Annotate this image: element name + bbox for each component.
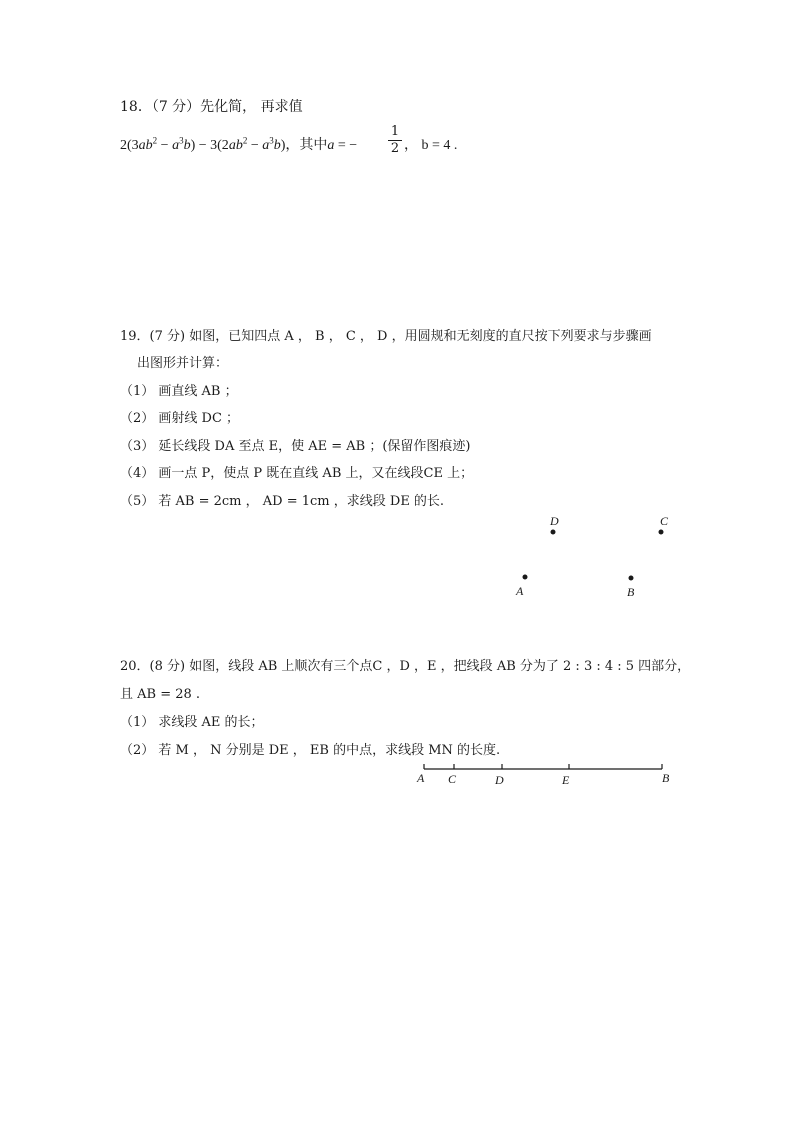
q18-frac-den: 2 (390, 141, 400, 156)
q20-segment-figure (410, 760, 680, 792)
q19-step-2: （2） 画射线 DC ； (120, 411, 240, 426)
label-b: B (662, 771, 670, 785)
label-a: A (417, 771, 425, 785)
q20-heading-2: 且 AB = 28 . (120, 687, 201, 702)
label-c: C (448, 772, 457, 786)
q18-frac-num: 1 (390, 124, 400, 139)
point-b-dot (629, 576, 634, 581)
point-c-label: C (660, 514, 669, 528)
q19-step-1: （1） 画直线 AB ； (120, 384, 238, 399)
q18-b-part: ， b = 4 . (404, 138, 458, 153)
q20-heading: 20．(8 分) 如图，线段 AB 上顺次有三个点C ，D ，E ，把线段 AB 分为了 2 : 3 : 4 : 5 四部分， (120, 659, 691, 674)
q19-heading-2: 出图形并计算： (137, 356, 229, 371)
point-a-label: A (516, 584, 524, 598)
point-c-dot (659, 530, 664, 535)
point-d-label: D (550, 514, 559, 528)
q18-a-label: a (327, 138, 335, 153)
q18-expr-note: ，其中 (285, 138, 328, 153)
q19-step-3: （3） 延长线段 DA 至点 E，使 AE = AB ；(保留作图痕迹) (120, 439, 471, 454)
q18-expr-pre: 2(3 (120, 138, 139, 153)
q18-expression: $2(3ab^2 - a^3b) - 3(2ab^2 - a^3b)$，其中a = − (120, 135, 358, 153)
q19-step-5: （5） 若 AB = 2cm ， AD = 1cm ，求线段 DE 的长. (120, 494, 445, 509)
label-d: D (495, 773, 504, 787)
label-e: E (562, 773, 570, 787)
point-b-label: B (627, 585, 635, 599)
q18-fraction (388, 124, 402, 156)
q20-step-1: （1） 求线段 AE 的长； (120, 715, 264, 730)
q19-figure (500, 510, 690, 605)
point-d-dot (551, 530, 556, 535)
q19-heading: 19．(7 分) 如图，已知四点 A ， B ， C ， D ，用圆规和无刻度的直尺按下列要求与步骤画 (120, 329, 652, 344)
q18-heading: 18．（7 分）先化简， 再求值 (120, 99, 303, 115)
q20-step-2: （2） 若 M ， N 分别是 DE ， EB 的中点，求线段 MN 的长度. (120, 743, 501, 758)
q19-step-4: （4） 画一点 P，使点 P 既在直线 AB 上，又在线段CE 上； (120, 466, 474, 481)
point-a-dot (523, 575, 528, 580)
q18-eq-neg: = − (334, 138, 358, 153)
